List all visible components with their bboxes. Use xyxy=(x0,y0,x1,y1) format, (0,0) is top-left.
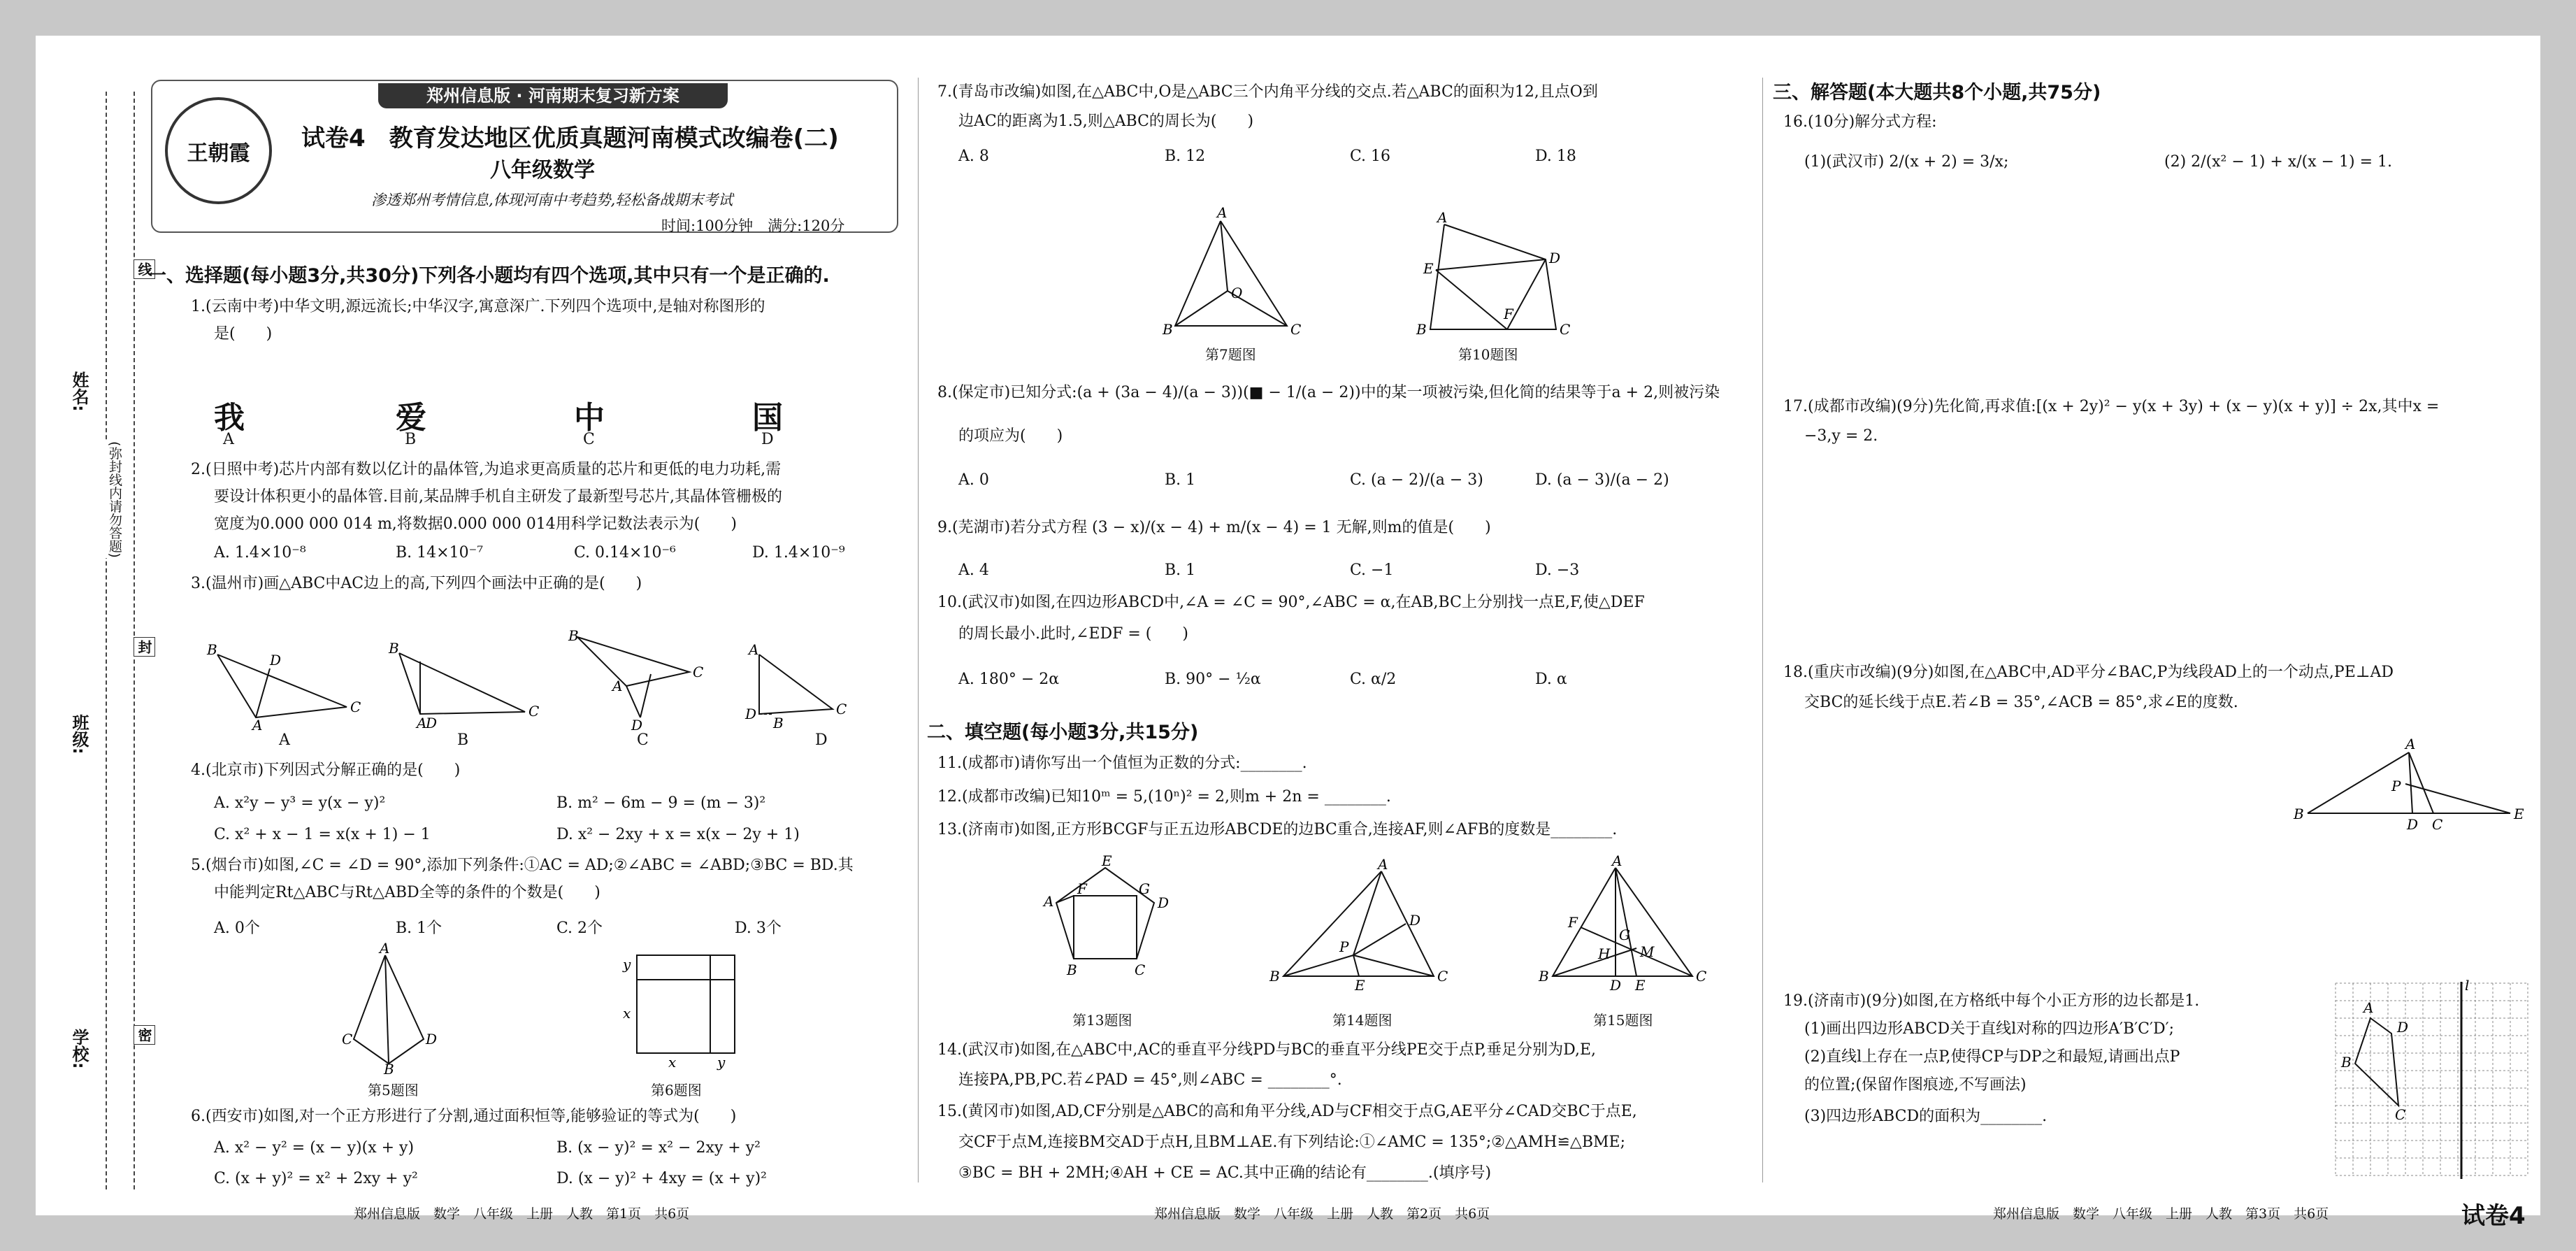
footer-page2: 郑州信息版 数学 八年级 上册 人教 第2页 共6页 xyxy=(1154,1206,1490,1222)
q6-caption: 第6题图 xyxy=(651,1082,702,1099)
svg-text:D: D xyxy=(745,706,757,722)
q8-option-d: D. (a − 3)/(a − 2) xyxy=(1535,471,1669,489)
class-label: 班级: xyxy=(69,714,89,755)
svg-text:D: D xyxy=(2397,1019,2409,1036)
q2-option-c: C. 0.14×10⁻⁶ xyxy=(574,544,676,562)
q7-line2: 边AC的距离为1.5,则△ABC的周长为( ) xyxy=(958,113,1254,130)
section1-heading: 一、选择题(每小题3分,共30分)下列各小题均有四个选项,其中只有一个是正确的. xyxy=(147,265,830,287)
svg-text:B: B xyxy=(568,627,579,644)
svg-text:D: D xyxy=(631,717,643,734)
svg-text:B: B xyxy=(2341,1054,2352,1071)
svg-text:A: A xyxy=(1217,204,1228,221)
q8-line1: 8.(保定市)已知分式:(a + (3a − 4)/(a − 3))(■ − 1/(a − 2))中的某一项被污染,但化简的结果等于a + 2,则被污染 xyxy=(937,384,1720,401)
svg-text:B: B xyxy=(389,640,399,657)
q1-text: 1.(云南中考)中华文明,源远流长;中华汉字,寓意深广.下列四个选项中,是轴对称图形的 xyxy=(191,298,765,315)
q1-label-b: B xyxy=(405,431,417,448)
q9-option-c: C. −1 xyxy=(1350,562,1394,579)
svg-text:E: E xyxy=(1102,852,1112,869)
q4-option-c: C. x² + x − 1 = x(x + 1) − 1 xyxy=(214,826,431,843)
q6-figure xyxy=(609,948,749,1074)
svg-text:P: P xyxy=(1339,938,1349,955)
q2-option-a: A. 1.4×10⁻⁸ xyxy=(214,544,306,562)
q9-option-b: B. 1 xyxy=(1165,562,1196,579)
q14-figure xyxy=(1269,856,1448,997)
q7-line1: 7.(青岛市改编)如图,在△ABC中,O是△ABC三个内角平分线的交点.若△ABC的面积为12,且点O到 xyxy=(937,83,1598,101)
q19-grid-figure xyxy=(2329,976,2538,1186)
q19-line5: (3)四边形ABCD的面积为________. xyxy=(1804,1108,2048,1125)
q16-head: 16.(10分)解分式方程: xyxy=(1783,113,1937,131)
q10-option-b: B. 90° − ½α xyxy=(1165,671,1261,688)
svg-text:A: A xyxy=(1437,209,1448,226)
section2-heading: 二、填空题(每小题3分,共15分) xyxy=(927,722,1199,743)
q4-option-a: A. x²y − y³ = y(x − y)² xyxy=(214,794,386,812)
svg-text:C: C xyxy=(1290,321,1302,338)
q19-line4: 的位置;(保留作图痕迹,不写画法) xyxy=(1804,1076,2027,1094)
svg-text:l: l xyxy=(2465,977,2470,994)
svg-text:E: E xyxy=(1355,977,1365,994)
q5-option-a: A. 0个 xyxy=(214,920,260,937)
q13-caption: 第13题图 xyxy=(1072,1012,1132,1029)
svg-text:B: B xyxy=(207,641,217,658)
seal-line-outer xyxy=(106,92,107,1189)
q5-caption: 第5题图 xyxy=(368,1082,419,1099)
q17-line1: 17.(成都市改编)(9分)先化简,再求值:[(x + 2y)² − y(x + 3y) + (x − y)(x + y)] ÷ 2x,其中x = xyxy=(1783,398,2440,415)
column-divider-2 xyxy=(1762,78,1763,1182)
q6-option-b: B. (x − y)² = x² − 2xy + y² xyxy=(556,1139,761,1157)
svg-text:M: M xyxy=(1640,943,1655,960)
q1-char-b: 爱 xyxy=(396,400,426,436)
q19-line3: (2)直线l上存在一点P,使得CP与DP之和最短,请画出点P xyxy=(1804,1048,2180,1066)
q12-text: 12.(成都市改编)已知10ᵐ = 5,(10ⁿ)² = 2,则m + 2n = ________. xyxy=(937,788,1391,806)
svg-text:D: D xyxy=(1409,912,1421,929)
svg-text:B: B xyxy=(773,715,784,731)
q2-line2: 要设计体积更小的晶体管.目前,某品牌手机自主研发了最新型号芯片,其晶体管栅极的 xyxy=(214,488,782,506)
column-divider-1 xyxy=(918,78,919,1182)
q1-label-c: C xyxy=(583,431,595,448)
svg-text:C: C xyxy=(2432,816,2443,833)
q10-line1: 10.(武汉市)如图,在四边形ABCD中,∠A = ∠C = 90°,∠ABC = α,在AB,BC上分别找一点E,F,使△DEF xyxy=(937,594,1645,611)
svg-text:O: O xyxy=(1231,285,1243,301)
q14-line2: 连接PA,PB,PC.若∠PAD = 45°,则∠ABC = ________°. xyxy=(958,1071,1342,1089)
q17-line2: −3,y = 2. xyxy=(1804,427,1878,445)
q7-caption: 第7题图 xyxy=(1205,346,1256,363)
svg-text:D: D xyxy=(2407,816,2419,833)
svg-text:B: B xyxy=(1067,962,1077,978)
q3-label-d: D xyxy=(815,731,828,749)
q19-line2: (1)画出四边形ABCD关于直线l对称的四边形A′B′C′D′; xyxy=(1804,1020,2175,1038)
q4-option-b: B. m² − 6m − 9 = (m − 3)² xyxy=(556,794,766,812)
q9-text: 9.(芜湖市)若分式方程 (3 − x)/(x − 4) + m/(x − 4) = 1 无解,则m的值是( ) xyxy=(937,519,1491,536)
q3-label-a: A xyxy=(279,731,290,749)
q10-option-d: D. α xyxy=(1535,671,1567,688)
q14-line1: 14.(武汉市)如图,在△ABC中,AC的垂直平分线PD与BC的垂直平分线PE交于点P,垂足分别为D,E, xyxy=(937,1041,1597,1059)
q3-label-c: C xyxy=(637,731,649,749)
exam-sheet xyxy=(36,36,2540,1230)
time-info: 时间:100分钟 满分:120分 xyxy=(661,217,845,234)
q3-fig-c xyxy=(577,637,689,717)
q8-option-c: C. (a − 2)/(a − 3) xyxy=(1350,471,1483,489)
q3-fig-d xyxy=(759,655,833,714)
logo-text: 王朝霞 xyxy=(187,141,250,166)
school-label: 学校: xyxy=(69,1029,89,1069)
q1-char-d: 国 xyxy=(752,400,783,436)
q1-label-a: A xyxy=(223,431,234,448)
q3-figures xyxy=(203,627,888,734)
q10-figure xyxy=(1416,209,1571,338)
svg-text:B: B xyxy=(384,1061,394,1078)
q5-line2: 中能判定Rt△ABC与Rt△ABD全等的条件的个数是( ) xyxy=(214,884,600,901)
header-banner: 郑州信息版 · 河南期末复习新方案 xyxy=(378,83,728,108)
q15-line2: 交CF于点M,连接BM交AD于点H,且BM⊥AE.有下列结论:①∠AMC = 135°;②△AMH≌△BME; xyxy=(958,1134,1626,1151)
exam-slogan: 渗透郑州考情信息,体现河南中考趋势,轻松备战期末考试 xyxy=(371,192,733,208)
q3-fig-a xyxy=(217,655,347,717)
svg-text:A: A xyxy=(417,715,427,731)
svg-text:E: E xyxy=(1635,977,1646,994)
svg-text:C: C xyxy=(2395,1106,2406,1123)
svg-text:C: C xyxy=(528,703,540,720)
svg-text:C: C xyxy=(1135,962,1146,978)
q10-option-a: A. 180° − 2α xyxy=(958,671,1060,688)
q7-option-b: B. 12 xyxy=(1165,148,1206,165)
svg-text:E: E xyxy=(1423,260,1434,277)
q2-option-b: B. 14×10⁻⁷ xyxy=(396,544,484,562)
svg-text:P: P xyxy=(2391,778,2401,794)
q9-option-a: A. 4 xyxy=(958,562,989,579)
q5-option-c: C. 2个 xyxy=(556,920,603,937)
svg-text:H: H xyxy=(1598,945,1611,962)
svg-text:A: A xyxy=(612,678,623,694)
q14-caption: 第14题图 xyxy=(1332,1012,1393,1029)
svg-text:D: D xyxy=(1158,894,1170,911)
q2-line1: 2.(日照中考)芯片内部有数以亿计的晶体管,为追求更高质量的芯片和更低的电力功耗,需 xyxy=(191,461,782,478)
svg-text:A: A xyxy=(2363,999,2374,1016)
q1-text2: 是( ) xyxy=(214,325,273,343)
exam-badge: 试卷4 xyxy=(2461,1202,2526,1230)
footer-page1: 郑州信息版 数学 八年级 上册 人教 第1页 共6页 xyxy=(354,1206,690,1222)
svg-text:y: y xyxy=(623,956,631,973)
svg-text:C: C xyxy=(836,701,847,717)
svg-text:A: A xyxy=(749,641,759,658)
svg-text:B: B xyxy=(1539,968,1549,985)
q10-caption: 第10题图 xyxy=(1458,346,1518,363)
svg-text:G: G xyxy=(1619,927,1630,943)
q6-option-a: A. x² − y² = (x − y)(x + y) xyxy=(214,1139,415,1157)
logo xyxy=(165,97,272,204)
svg-text:A: A xyxy=(1612,852,1622,869)
q3-text: 3.(温州市)画△ABC中AC边上的高,下列四个画法中正确的是( ) xyxy=(191,575,642,592)
q10-line2: 的周长最小.此时,∠EDF = ( ) xyxy=(958,625,1188,643)
q5-line1: 5.(烟台市)如图,∠C = ∠D = 90°,添加下列条件:①AC = AD;②∠ABC = ∠ABD;③BC = BD.其 xyxy=(191,857,854,874)
svg-text:F: F xyxy=(1504,306,1513,322)
q2-line3: 宽度为0.000 000 014 m,将数据0.000 000 014用科学记数法表示为( ) xyxy=(214,515,737,533)
svg-text:B: B xyxy=(1416,321,1427,338)
q6-option-d: D. (x − y)² + 4xy = (x + y)² xyxy=(556,1170,767,1187)
svg-text:C: C xyxy=(342,1031,353,1048)
q1-char-c: 中 xyxy=(574,400,605,436)
q15-figure xyxy=(1539,852,1707,997)
q5-option-b: B. 1个 xyxy=(396,920,442,937)
q13-figure xyxy=(1035,852,1175,997)
q16-part2: (2) 2/(x² − 1) + x/(x − 1) = 1. xyxy=(2164,153,2393,171)
q3-fig-b xyxy=(399,653,525,714)
svg-text:D: D xyxy=(270,652,282,669)
q13-text: 13.(济南市)如图,正方形BCGF与正五边形ABCDE的边BC重合,连接AF,则∠AFB的度数是________. xyxy=(937,821,1618,838)
q7-option-c: C. 16 xyxy=(1350,148,1391,165)
q5-figure xyxy=(336,940,438,1078)
svg-text:G: G xyxy=(1139,880,1150,897)
q16-part1: (1)(武汉市) 2/(x + 2) = 3/x; xyxy=(1804,153,2009,171)
svg-text:A: A xyxy=(1044,893,1054,910)
svg-text:A: A xyxy=(1378,856,1388,873)
q10-option-c: C. α/2 xyxy=(1350,671,1397,688)
seal-char-seal: 封 xyxy=(134,637,155,657)
q7-option-a: A. 8 xyxy=(958,148,989,165)
q11-text: 11.(成都市)请你写出一个值恒为正数的分式:________. xyxy=(937,755,1307,772)
q8-option-a: A. 0 xyxy=(958,471,989,489)
svg-text:D: D xyxy=(1610,977,1622,994)
svg-text:F: F xyxy=(1568,914,1578,931)
q4-text: 4.(北京市)下列因式分解正确的是( ) xyxy=(191,762,461,779)
svg-text:B: B xyxy=(1269,968,1280,985)
q6-option-c: C. (x + y)² = x² + 2xy + y² xyxy=(214,1170,418,1187)
svg-text:C: C xyxy=(1696,968,1707,985)
svg-text:D: D xyxy=(1549,250,1561,266)
q15-line3: ③BC = BH + 2MH;④AH + CE = AC.其中正确的结论有________.(填序号) xyxy=(958,1164,1492,1182)
section3-heading: 三、解答题(本大题共8个小题,共75分) xyxy=(1773,82,2101,103)
svg-text:D: D xyxy=(426,715,438,731)
svg-text:C: C xyxy=(1437,968,1448,985)
q9-option-d: D. −3 xyxy=(1535,562,1580,579)
q18-line2: 交BC的延长线于点E.若∠B = 35°,∠ACB = 85°,求∠E的度数. xyxy=(1804,694,2238,711)
svg-text:D: D xyxy=(426,1031,438,1048)
exam-subject: 八年级数学 xyxy=(490,158,595,183)
seal-char-secret: 密 xyxy=(134,1025,155,1045)
q7-option-d: D. 18 xyxy=(1535,148,1576,165)
svg-text:x: x xyxy=(623,1005,631,1022)
q4-option-d: D. x² − 2xy + x = x(x − 2y + 1) xyxy=(556,826,800,843)
q15-caption: 第15题图 xyxy=(1593,1012,1653,1029)
footer-page3: 郑州信息版 数学 八年级 上册 人教 第3页 共6页 xyxy=(1993,1206,2329,1222)
svg-text:C: C xyxy=(693,664,704,680)
q18-line1: 18.(重庆市改编)(9分)如图,在△ABC中,AD平分∠BAC,P为线段AD上的一个动点,PE⊥AD xyxy=(1783,664,2394,681)
q3-label-b: B xyxy=(457,731,469,749)
svg-text:A: A xyxy=(2405,736,2416,752)
svg-text:B: B xyxy=(1163,321,1173,338)
svg-text:C: C xyxy=(1560,321,1571,338)
q19-line1: 19.(济南市)(9分)如图,在方格纸中每个小正方形的边长都是1. xyxy=(1783,992,2200,1010)
exam-title: 试卷4 教育发达地区优质真题河南模式改编卷(二) xyxy=(301,124,839,152)
seal-char-line: 线 xyxy=(134,259,155,279)
svg-text:F: F xyxy=(1077,880,1087,897)
q5-option-d: D. 3个 xyxy=(735,920,782,937)
q2-option-d: D. 1.4×10⁻⁹ xyxy=(752,544,845,562)
svg-text:x: x xyxy=(668,1054,677,1071)
svg-text:E: E xyxy=(2514,806,2524,822)
q15-line1: 15.(黄冈市)如图,AD,CF分别是△ABC的高和角平分线,AD与CF相交于点G,AE平分∠CAD交BC于点E, xyxy=(937,1103,1637,1120)
q1-label-d: D xyxy=(761,431,774,448)
q18-figure xyxy=(2294,735,2524,840)
svg-text:y: y xyxy=(717,1054,726,1071)
q6-text: 6.(西安市)如图,对一个正方形进行了分割,通过面积恒等,能够验证的等式为( ) xyxy=(191,1108,737,1125)
svg-text:A: A xyxy=(380,940,390,957)
q8-option-b: B. 1 xyxy=(1165,471,1196,489)
svg-text:B: B xyxy=(2294,806,2304,822)
q1-char-a: 我 xyxy=(214,400,245,436)
name-label: 姓名: xyxy=(69,371,89,412)
svg-text:A: A xyxy=(252,717,263,734)
q7-figure xyxy=(1161,204,1302,340)
seal-note: (弥封线内请勿答题) xyxy=(106,441,124,558)
svg-text:C: C xyxy=(350,699,361,715)
q8-line2: 的项应为( ) xyxy=(958,427,1063,445)
